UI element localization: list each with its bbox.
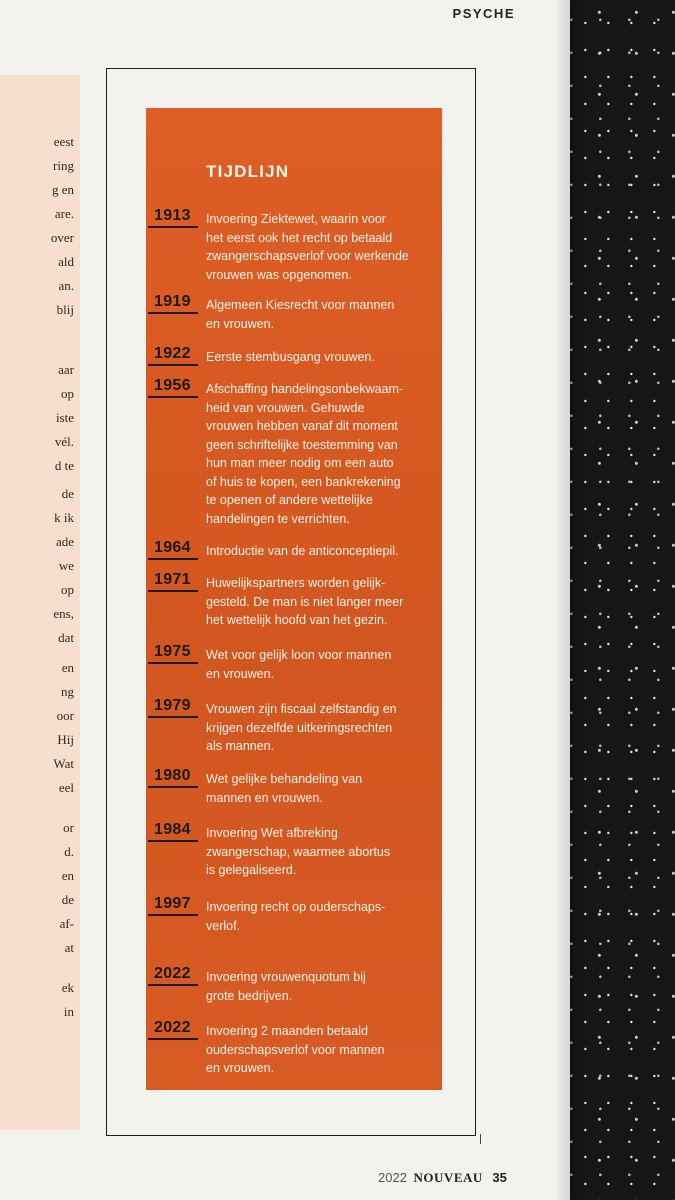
article-text-fragment: op — [61, 386, 74, 401]
description-line: ouderschapsverlof voor mannen — [206, 1042, 385, 1057]
timeline-description — [206, 380, 428, 528]
timeline-year: 1956 — [154, 377, 191, 394]
description-line: gesteld. De man is niet langer meer — [206, 594, 404, 609]
year-underline — [148, 312, 198, 314]
description-line: Eerste stembusgang vrouwen. — [206, 350, 375, 364]
left-article-column — [0, 75, 80, 1130]
year-underline — [148, 914, 198, 916]
article-text-fragment: en — [61, 868, 74, 883]
description-line: Invoering 2 maanden betaald — [206, 1024, 368, 1038]
description-line: het eerst ook het recht op betaald — [206, 230, 393, 245]
article-text-fragment: d. — [64, 844, 74, 859]
article-text-fragment: over — [50, 230, 74, 245]
article-text-fragment: aar — [58, 362, 74, 377]
year-underline — [148, 716, 198, 718]
timeline-description — [206, 296, 428, 333]
year-underline — [148, 1038, 198, 1040]
article-text-fragment: dat — [58, 630, 74, 645]
article-text-fragment: ek — [61, 980, 74, 995]
timeline-description — [206, 968, 428, 1005]
description-line: en vrouwen. — [206, 666, 275, 681]
timeline-description — [206, 542, 428, 561]
description-line: Invoering Wet afbreking — [206, 826, 338, 840]
description-line: hun man meer nodig om een auto — [206, 456, 394, 470]
description-line: verlof. — [206, 918, 241, 933]
article-text-fragment: Hij — [57, 732, 74, 747]
year-underline — [148, 590, 198, 592]
timeline-year: 1975 — [154, 643, 191, 660]
timeline-description — [206, 1022, 428, 1078]
description-line: heid van vrouwen. Gehuwde — [206, 400, 365, 415]
frame-tick — [480, 1134, 481, 1144]
article-text-fragment: ens, — [53, 606, 74, 621]
year-underline — [148, 840, 198, 842]
timeline-description — [206, 574, 428, 630]
year-underline — [148, 662, 198, 664]
article-text-fragment: af- — [59, 916, 74, 931]
article-text-fragment: vél. — [54, 434, 74, 449]
timeline-panel — [146, 108, 442, 1090]
year-underline — [148, 226, 198, 228]
timeline-year: 1919 — [154, 293, 191, 310]
timeline-year: 1979 — [154, 697, 191, 714]
description-line: Algemeen Kiesrecht voor mannen — [206, 298, 395, 312]
page-number: 35 — [492, 1170, 507, 1185]
timeline-description — [206, 898, 428, 935]
description-line: en vrouwen. — [206, 316, 275, 331]
description-line: grote bedrijven. — [206, 988, 293, 1003]
year-underline — [148, 984, 198, 986]
timeline-year: 1971 — [154, 571, 191, 588]
timeline-year: 1964 — [154, 539, 191, 556]
article-text-fragment: de — [61, 892, 74, 907]
article-text-fragment: eel — [58, 780, 74, 795]
article-text-fragment: en — [61, 660, 74, 675]
description-line: Huwelijkspartners worden gelijk- — [206, 576, 386, 590]
page-edge — [557, 0, 570, 1200]
timeline-year: 1913 — [154, 207, 191, 224]
article-text-fragment: blij — [56, 302, 74, 317]
description-line: Invoering vrouwenquotum bij — [206, 970, 366, 984]
article-text-fragment: ade — [55, 534, 74, 549]
article-text-fragment: an. — [58, 278, 74, 293]
description-line: krijgen dezelfde uitkeringsrechten — [206, 720, 393, 735]
timeline-description — [206, 700, 428, 756]
article-text-fragment: we — [58, 558, 74, 573]
year-underline — [148, 364, 198, 366]
magazine-name: NOUVEAU — [413, 1170, 483, 1185]
timeline-title: TIJDLIJN — [206, 162, 290, 181]
article-text-fragment: ring — [53, 158, 74, 173]
timeline-description — [206, 770, 428, 807]
year-underline — [148, 558, 198, 560]
timeline-description — [206, 348, 428, 367]
description-line: handelingen te verrichten. — [206, 511, 350, 526]
description-line: vrouwen was opgenomen. — [206, 267, 352, 282]
description-line: en vrouwen. — [206, 1061, 275, 1075]
description-line: is gelegaliseerd. — [206, 863, 297, 877]
article-text-fragment: are. — [54, 206, 74, 221]
description-line: Wet gelijke behandeling van — [206, 772, 363, 786]
article-text-fragment: oor — [56, 708, 74, 723]
description-line: geen schriftelijke toestemming van — [206, 437, 398, 452]
article-text-fragment: k ik — [54, 510, 74, 525]
description-line: te openen of andere wettelijke — [206, 493, 373, 507]
description-line: of huis te kopen, een bankrekening — [206, 474, 401, 489]
timeline-year: 1922 — [154, 345, 191, 362]
page-footer — [378, 1170, 507, 1186]
timeline-year: 1980 — [154, 767, 191, 784]
article-text-fragment: op — [61, 582, 74, 597]
description-line: Wet voor gelijk loon voor mannen — [206, 648, 392, 662]
timeline-year: 2022 — [154, 965, 191, 982]
article-text-fragment: eest — [53, 134, 74, 149]
article-text-fragment: in — [63, 1004, 74, 1019]
description-line: zwangerschap, waarmee abortus — [206, 844, 391, 859]
footer-year: 2022 — [378, 1170, 407, 1185]
description-line: vrouwen hebben vanaf dit moment — [206, 419, 398, 433]
timeline-description — [206, 646, 428, 683]
description-line: Invoering Ziektewet, waarin voor — [206, 212, 386, 226]
timeline-description — [206, 824, 428, 880]
article-text-fragment: g en — [51, 182, 74, 197]
article-text-fragment: Wat — [53, 756, 74, 771]
timeline-year: 1984 — [154, 821, 191, 838]
description-line: zwangerschapsverlof voor werkende — [206, 249, 409, 263]
article-text-fragment: de — [61, 486, 74, 501]
description-line: Vrouwen zijn fiscaal zelfstandig en — [206, 702, 397, 716]
article-text-fragment: iste — [55, 410, 74, 425]
year-underline — [148, 786, 198, 788]
timeline-year: 1997 — [154, 895, 191, 912]
description-line: mannen en vrouwen. — [206, 790, 323, 805]
timeline-description — [206, 210, 428, 284]
timeline-year: 2022 — [154, 1019, 191, 1036]
description-line: als mannen. — [206, 739, 275, 753]
article-text-fragment: ald — [58, 254, 74, 269]
article-text-fragment: at — [64, 940, 74, 955]
year-underline — [148, 396, 198, 398]
article-text-fragment: d te — [54, 458, 74, 473]
article-text-fragment: ng — [61, 684, 74, 699]
description-line: het wettelijk hoofd van het gezin. — [206, 613, 388, 627]
article-text-fragment: or — [63, 820, 74, 835]
description-line: Invoering recht op ouderschaps- — [206, 900, 386, 914]
description-line: Afschaffing handelingsonbekwaam- — [206, 382, 404, 396]
section-label: PSYCHE — [452, 6, 515, 21]
description-line: Introductie van de anticonceptiepil. — [206, 544, 399, 558]
